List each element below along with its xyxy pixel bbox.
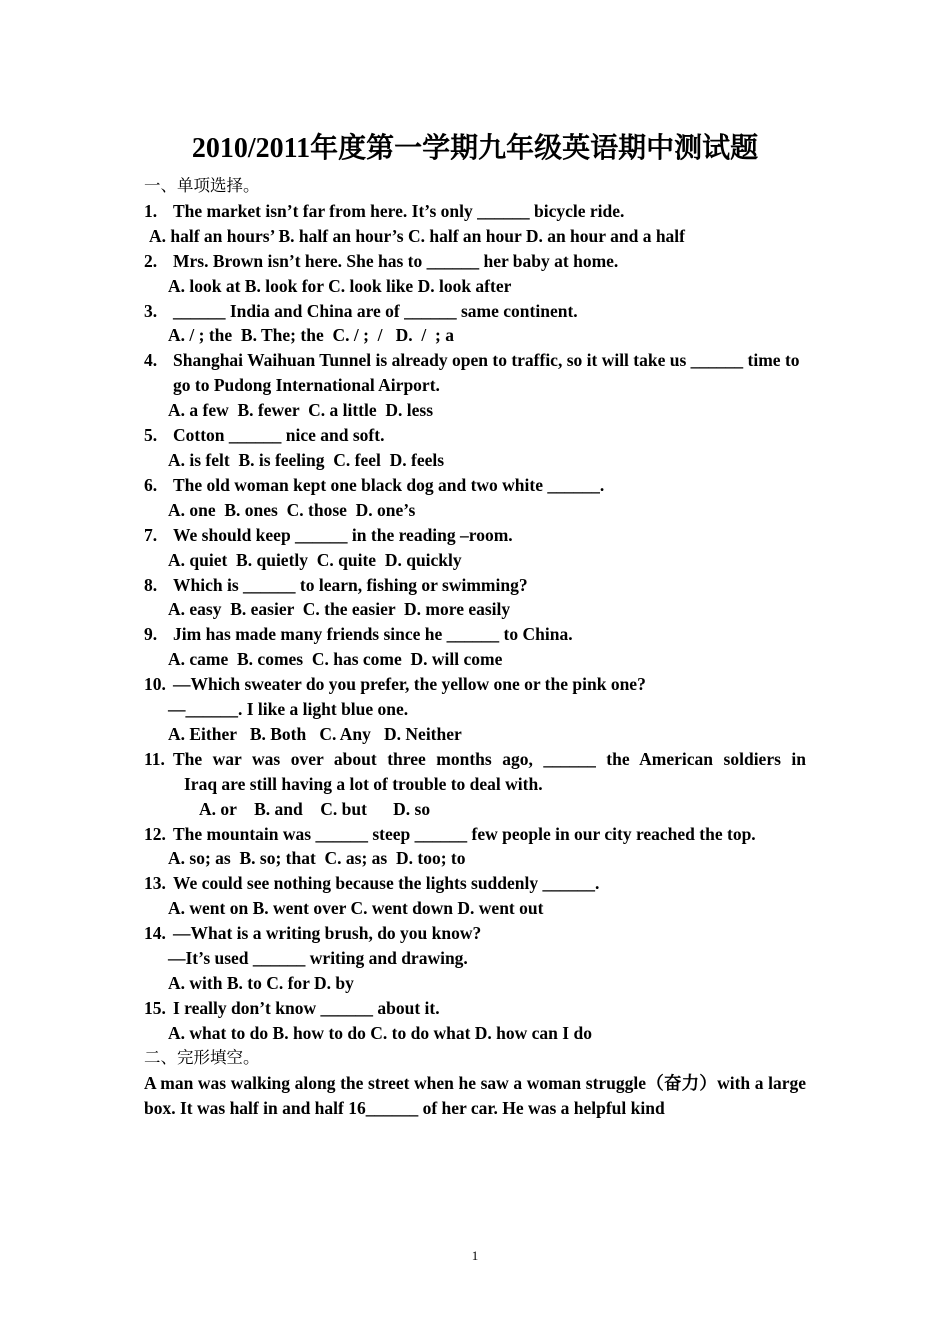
question-7-options: A. quiet B. quietly C. quite D. quickly — [168, 549, 462, 570]
question-12-options: A. so; as B. so; that C. as; as D. too; to — [168, 848, 466, 869]
question-10-options: A. Either B. Both C. Any D. Neither — [168, 723, 462, 744]
question-text: Mrs. Brown isn’t here. She has to ______ her baby at home. — [173, 250, 619, 271]
exam-content — [144, 174, 806, 1120]
question-number: 11. — [144, 748, 165, 769]
question-11-text-continued: Iraq are still having a lot of trouble to deal with. — [184, 773, 543, 794]
question-12 — [144, 822, 806, 847]
question-11 — [144, 747, 806, 772]
question-number: 7. — [144, 524, 158, 545]
page-number: 1 — [471, 1248, 479, 1263]
question-number: 14. — [144, 923, 166, 944]
question-text: We could see nothing because the lights suddenly ______. — [173, 873, 600, 894]
question-1 — [144, 199, 806, 224]
question-text: Cotton ______ nice and soft. — [173, 425, 385, 446]
question-11-options: A. or B. and C. but D. so — [199, 798, 431, 819]
question-text: The war was over about three months ago, ______ the American soldiers in — [173, 748, 806, 769]
question-6-options: A. one B. ones C. those D. one’s — [168, 499, 416, 520]
question-15 — [144, 996, 806, 1021]
cloze-passage: A man was walking along the street when he saw a woman struggle（奋力）with a large box. It was half in and half 16______ of her car. He was a helpful kind — [144, 1072, 806, 1118]
question-8-options: A. easy B. easier C. the easier D. more easily — [168, 599, 511, 620]
question-text: Shanghai Waihuan Tunnel is already open to traffic, so it will take us ______ time to go to Pudong International Airport. — [173, 350, 800, 396]
question-5-options: A. is felt B. is feeling C. feel D. feels — [168, 449, 445, 470]
question-10 — [144, 672, 806, 697]
question-10-reply: —______. I like a light blue one. — [168, 699, 409, 720]
question-4 — [144, 348, 806, 398]
question-13 — [144, 871, 806, 896]
page-title: 2010/2011年度第一学期九年级英语期中测试题 — [191, 133, 759, 164]
question-number: 8. — [144, 574, 158, 595]
question-number: 10. — [144, 674, 166, 695]
question-14 — [144, 921, 806, 946]
question-number: 6. — [144, 474, 158, 495]
question-9 — [144, 622, 806, 647]
question-text: We should keep ______ in the reading –room. — [173, 524, 513, 545]
question-text: —Which sweater do you prefer, the yellow one or the pink one? — [173, 674, 646, 695]
question-text: I really don’t know ______ about it. — [173, 997, 440, 1018]
question-3-options: A. / ; the B. The; the C. / ; / D. / ; a — [168, 325, 454, 346]
question-8 — [144, 573, 806, 598]
question-number: 3. — [144, 300, 158, 321]
question-3 — [144, 299, 806, 324]
question-number: 9. — [144, 624, 158, 645]
question-number: 2. — [144, 250, 158, 271]
question-15-options: A. what to do B. how to do C. to do what D. how can I do — [168, 1022, 592, 1043]
question-13-options: A. went on B. went over C. went down D. went out — [168, 898, 544, 919]
question-14-options: A. with B. to C. for D. by — [168, 973, 354, 993]
question-9-options: A. came B. comes C. has come D. will come — [168, 649, 503, 670]
question-text: The old woman kept one black dog and two white ______. — [173, 474, 605, 495]
question-text: Jim has made many friends since he ______ to China. — [173, 624, 573, 645]
question-number: 13. — [144, 873, 166, 894]
question-text: —What is a writing brush, do you know? — [173, 923, 482, 944]
question-text: ______ India and China are of ______ same continent. — [173, 300, 578, 321]
section-heading-single-choice: 一、单项选择。 — [144, 176, 260, 195]
question-number: 5. — [144, 425, 158, 446]
question-text: The market isn’t far from here. It’s only ______ bicycle ride. — [173, 200, 625, 221]
question-number: 1. — [144, 200, 158, 221]
question-text: Which is ______ to learn, fishing or swimming? — [173, 574, 528, 595]
question-2-options: A. look at B. look for C. look like D. look after — [168, 275, 512, 296]
question-text: The mountain was ______ steep ______ few people in our city reached the top. — [173, 823, 756, 844]
question-number: 12. — [144, 823, 166, 844]
question-6 — [144, 473, 806, 498]
question-1-options: A. half an hours’ B. half an hour’s C. half an hour D. an hour and a half — [149, 225, 685, 246]
question-number: 15. — [144, 997, 166, 1018]
section-heading-cloze: 二、完形填空。 — [144, 1047, 260, 1067]
question-14-reply: —It’s used ______ writing and drawing. — [168, 948, 468, 969]
question-5 — [144, 423, 806, 448]
question-number: 4. — [144, 350, 158, 371]
question-2 — [144, 249, 806, 274]
question-7 — [144, 523, 806, 548]
question-4-options: A. a few B. fewer C. a little D. less — [168, 400, 434, 421]
